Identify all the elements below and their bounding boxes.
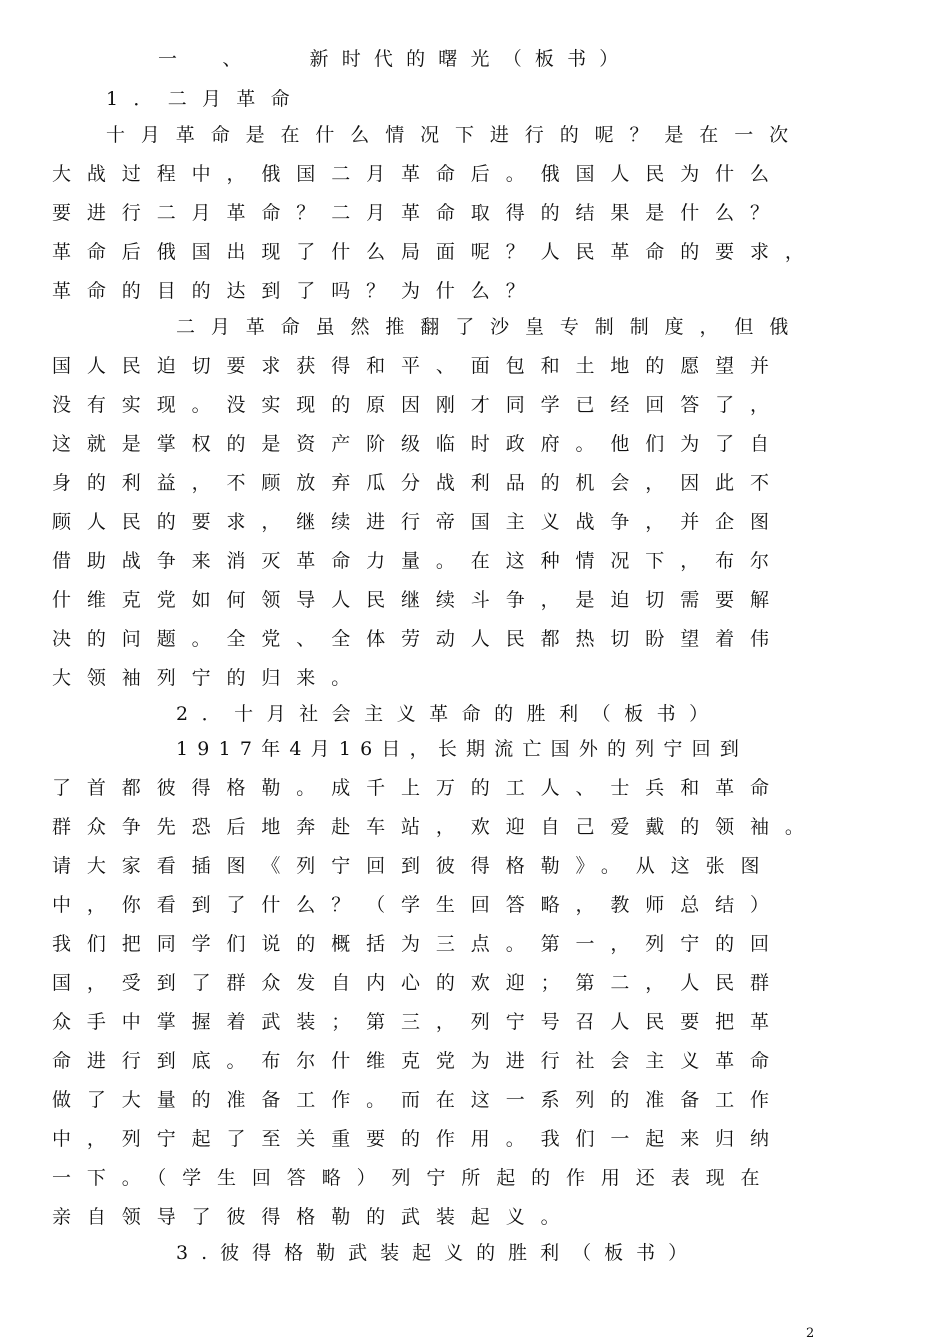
body-line: 十月革命是在什么情况下进行的呢？是在一次 bbox=[106, 124, 805, 146]
heading-line: 一 、 新时代的曙光（板书） bbox=[158, 48, 632, 70]
subheading-line: 2．十月社会主义革命的胜利（板书） bbox=[176, 703, 722, 725]
body-line: 我们把同学们说的概括为三点。第一，列宁的回 bbox=[52, 933, 785, 955]
body-line: 身的利益，不顾放弃瓜分战利品的机会，因此不 bbox=[52, 472, 785, 494]
body-line: 决的问题。全党、全体劳动人民都热切盼望着伟 bbox=[52, 628, 785, 650]
body-line: 没有实现。没实现的原因刚才同学已经回答了， bbox=[52, 394, 785, 416]
body-line: 国，受到了群众发自内心的欢迎；第二，人民群 bbox=[52, 972, 785, 994]
page-number: 2 bbox=[806, 1326, 815, 1341]
body-line: 命进行到底。布尔什维克党为进行社会主义革命 bbox=[52, 1050, 785, 1072]
body-line: 请大家看插图《列宁回到彼得格勒》。从这张图 bbox=[52, 855, 776, 877]
body-line: 二月革命虽然推翻了沙皇专制制度，但俄 bbox=[176, 316, 805, 338]
body-line: 了首都彼得格勒。成千上万的工人、士兵和革命 bbox=[52, 777, 785, 799]
body-line: 要进行二月革命？二月革命取得的结果是什么？ bbox=[52, 202, 785, 224]
body-line: 1917年4月16日，长期流亡国外的列宁回到 bbox=[176, 738, 749, 760]
body-line: 亲自领导了彼得格勒的武装起义。 bbox=[52, 1206, 576, 1228]
body-line: 顾人民的要求，继续进行帝国主义战争，并企图 bbox=[52, 511, 785, 533]
body-line: 做了大量的准备工作。而在这一系列的准备工作 bbox=[52, 1089, 785, 1111]
body-line: 一下。（学生回答略）列宁所起的作用还表现在 bbox=[52, 1167, 776, 1189]
body-line: 什维克党如何领导人民继续斗争，是迫切需要解 bbox=[52, 589, 785, 611]
subheading-line: 1．二月革命 bbox=[106, 88, 305, 110]
body-line: 中，你看到了什么？（学生回答略，教师总结） bbox=[52, 894, 785, 916]
subheading-line: 3.彼得格勒武装起义的胜利（板书） bbox=[176, 1242, 701, 1264]
body-line: 这就是掌权的是资产阶级临时政府。他们为了自 bbox=[52, 433, 785, 455]
body-line: 中，列宁起了至关重要的作用。我们一起来归纳 bbox=[52, 1128, 785, 1150]
body-line: 众手中掌握着武装；第三，列宁号召人民要把革 bbox=[52, 1011, 785, 1033]
body-line: 群众争先恐后地奔赴车站，欢迎自己爱戴的领袖。 bbox=[52, 816, 820, 838]
body-line: 革命的目的达到了吗？为什么？ bbox=[52, 280, 541, 302]
body-line: 革命后俄国出现了什么局面呢？人民革命的要求， bbox=[52, 241, 820, 263]
body-line: 大领袖列宁的归来。 bbox=[52, 667, 367, 689]
body-line: 大战过程中，俄国二月革命后。俄国人民为什么 bbox=[52, 163, 785, 185]
body-line: 借助战争来消灭革命力量。在这种情况下，布尔 bbox=[52, 550, 785, 572]
body-line: 国人民迫切要求获得和平、面包和土地的愿望并 bbox=[52, 355, 785, 377]
